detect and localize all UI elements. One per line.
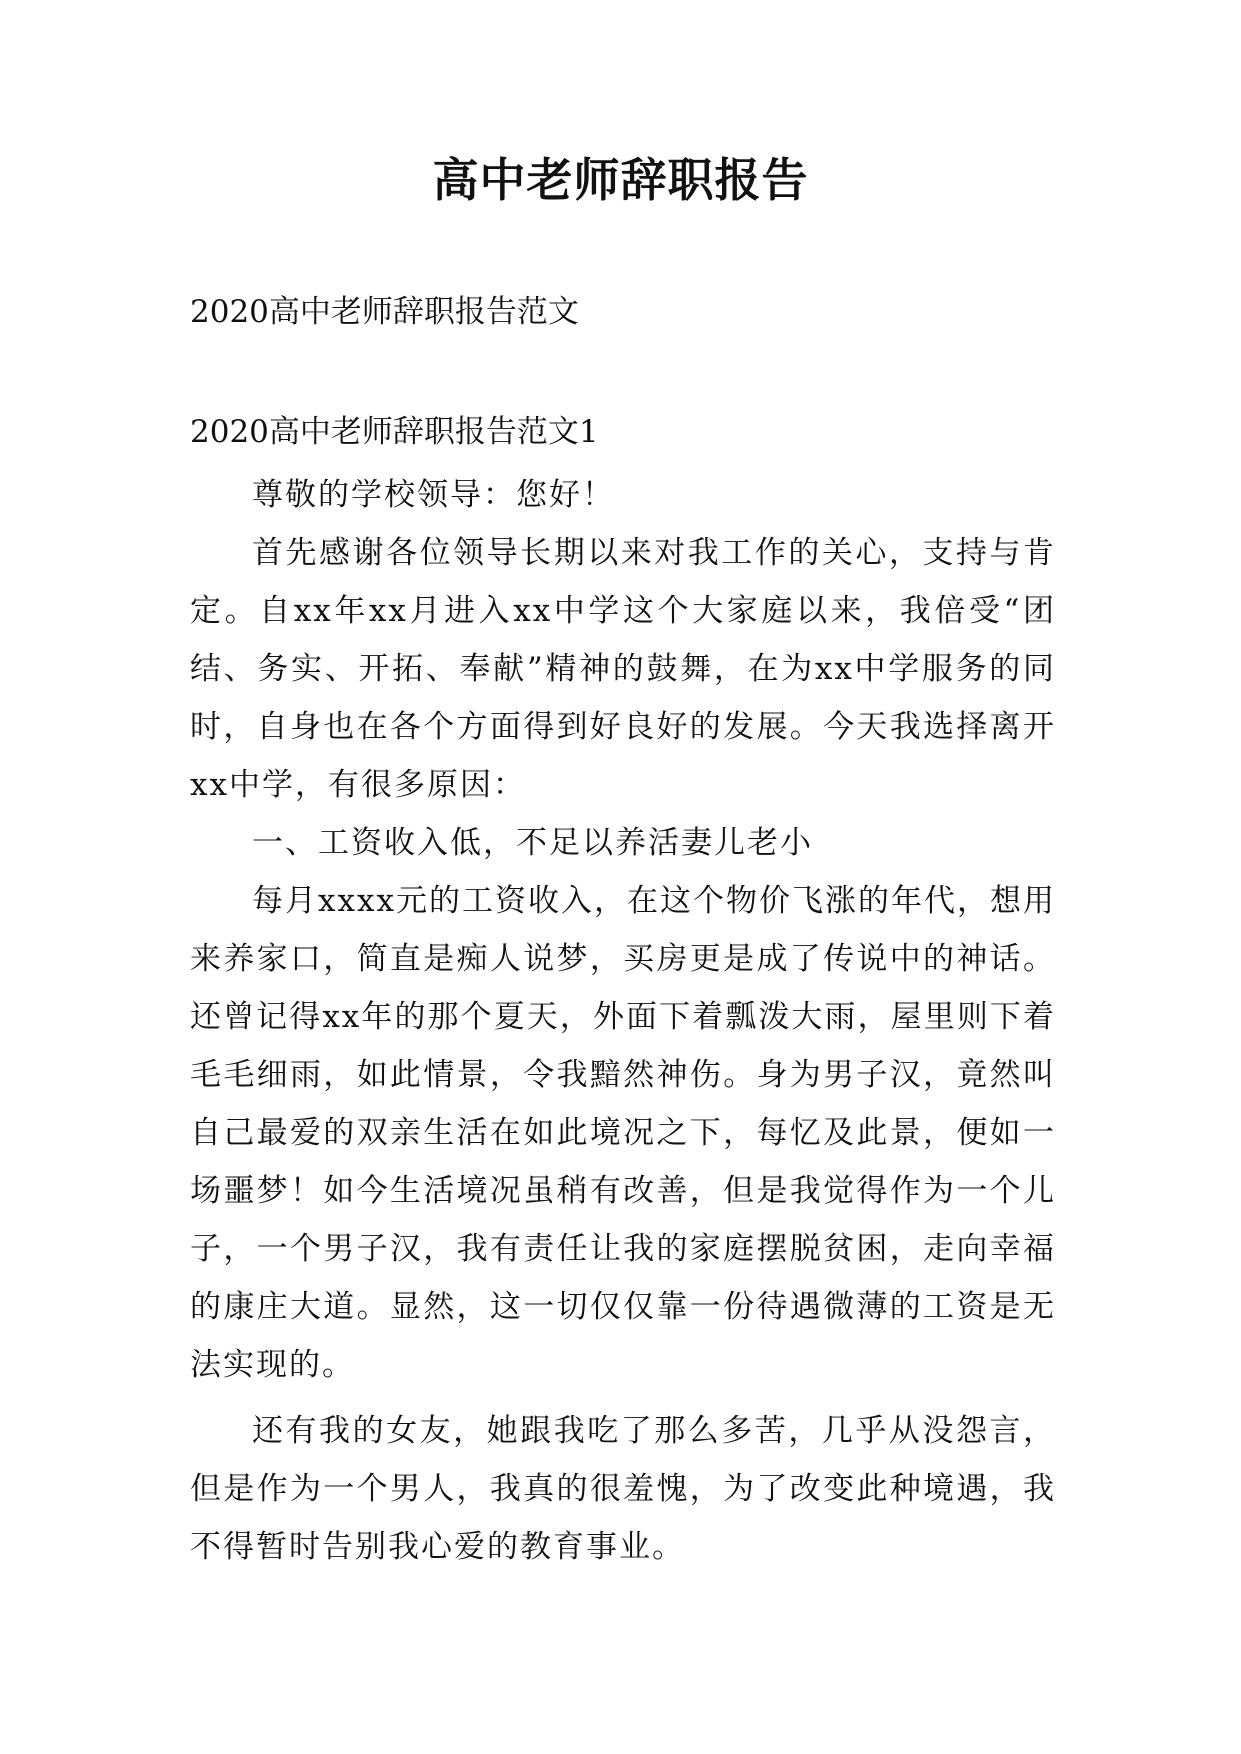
body-paragraph: 每月xxxx元的工资收入，在这个物价飞涨的年代，想用来养家口，简直是痴人说梦，买房更是成了传说中的神话。还曾记得xx年的那个夏天，外面下着瓢泼大雨，屋里则下着毛毛细雨，如此情景，令我黯然神伤。身为男子汉，竟然叫自己最爱的双亲生活在如此境况之下，每忆及此景，便如一场噩梦！如今生活境况虽稍有改善，但是我觉得作为一个儿子，一个男子汉，我有责任让我的家庭摆脱贫困，走向幸福的康庄大道。显然，这一切仅仅靠一份待遇微薄的工资是无法实现的。 [190, 883, 1056, 1383]
document-title: 高中老师辞职报告 [432, 153, 809, 207]
body-paragraph: 还有我的女友，她跟我吃了那么多苦，几乎从没怨言，但是作为一个男人，我真的很羞愧，为了改变此种境遇，我不得暂时告别我心爱的教育事业。 [190, 1413, 1056, 1565]
document-subtitle: 2020高中老师辞职报告范文 [190, 294, 579, 330]
section-heading: 2020高中老师辞职报告范文1 [190, 414, 599, 450]
reason-heading: 一、工资收入低，不足以养活妻儿老小 [252, 825, 813, 861]
salutation: 尊敬的学校领导：您好！ [252, 477, 615, 513]
body-paragraph: 首先感谢各位领导长期以来对我工作的关心，支持与肯定。自xx年xx月进入xx中学这个大家庭以来，我倍受“团结、务实、开拓、奉献”精神的鼓舞，在为xx中学服务的同时，自身也在各个方面得到好良好的发展。今天我选择离开xx中学，有很多原因： [190, 535, 1056, 803]
document-body [190, 466, 1056, 1576]
